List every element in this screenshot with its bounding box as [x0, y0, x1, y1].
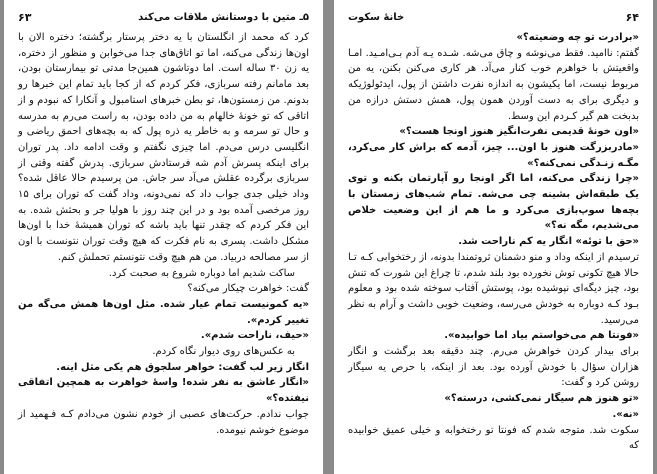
paragraph: «حق با توئه» انگار یه کم ناراحت شد.: [458, 236, 639, 248]
paragraph: سکوت شد. متوجه شدم که فونتا تو رختخوابه و خیلی عمیق خوابیده که: [348, 424, 639, 452]
paragraph: «انگار عاشق به نفر شده! واسهٔ خواهرت به همچین اتفاقی نیفتده؟»: [18, 377, 309, 405]
paragraph: «چرا زندگی می‌کنه، اما اگر اونجا رو آپارتمان بکنه و توی یک طبقه‌اش بشینه چی می‌شه. تمام شب‌های زمستان با بچه‌ها سوپ‌بازی می‌کرد و ما هم از این وضعیت خلاص می‌شدیم، مگه نه؟»: [348, 173, 639, 232]
paragraph: «تو هنوز هم سیگار نمی‌کشی، درسته؟»: [444, 393, 639, 405]
paragraph: به عکس‌های روی دیوار نگاه کردم.: [152, 346, 295, 358]
paragraph: «یه کمونیست تمام عیار شده. مثل اون‌ها همش می‌گه من تغییر کردم».: [18, 298, 309, 326]
paragraph: «فونتا هم می‌خواستم بیاد اما خوابیده».: [444, 330, 639, 342]
paragraph: گفتم: ناامید. فقط می‌نوشه و چاق می‌شه. شـده یـه آدم بـی‌امـید. امـا واقعیتش با خواهرم خوب کنار می‌آد. هر کاری می‌کنن بکنن، یه من مربوط نیست، اما یکیشون به اندازه نفرت داشتن از پول، ایدئولوژیکه و دیگری برای به دست آوردن همون پول، همش دستش درازه من بدبخت هم گیر کـردم این وسط.: [348, 47, 639, 122]
running-head: خانهٔ سکوت: [348, 11, 405, 23]
running-head: ۵ـ متین با دوستانش ملاقات می‌کند: [138, 11, 309, 23]
paragraph: «نه».: [612, 408, 639, 420]
left-page-header: [18, 8, 309, 26]
paragraph: «برادرت تو چه وضعیته؟»: [516, 32, 639, 43]
paragraph: گفت: خواهرت چیکار می‌کنه؟: [187, 283, 309, 295]
paragraph: «حیف، ناراحت شدم».: [200, 330, 309, 342]
paragraph: ساکت شدیم اما دوباره شروع به صحبت کرد.: [108, 267, 295, 279]
right-page: [334, 0, 653, 474]
paragraph: برای بیدار کردن خواهرش می‌رم. چند دقیقه بعد برگشت و انگار هزاران سؤال با خودش آورده بود. بعد از اینکه، با حرص یه سیگار روشن کرد و گفت:: [348, 346, 639, 389]
paragraph: ترسیدم از اینکه وداد و منو دشمنان ثروتمندا بدونه، از رختخوابی کـه تـا حالا هیچ تکونی توش نخورده بود بلند شدم، تا چراغ این شورت که تنش بود، چیز دیگه‌ای نپوشیده بود، پوستش آفتاب سوخته شده بود و معلوم بـود کـه دوباره به خودش می‌رسه، وضعیت خوبی داشت و آرام به نظر می‌رسید.: [348, 251, 639, 326]
paragraph: انگار زیر لب گفت: خواهر سلجوق هم یکی مثل اینه.: [56, 361, 309, 373]
paragraph: «اون خونهٔ قدیمی نفرت‌انگیز هنوز اونجا هست؟»: [399, 126, 639, 138]
left-page: [4, 0, 323, 474]
right-page-header: [348, 8, 639, 26]
page-number: ۶۳: [18, 10, 32, 24]
page-number: ۶۴: [625, 10, 639, 24]
right-page-body: [348, 30, 639, 470]
paragraph: «مادربزرگت هنوز با اون... چیز، آدمه که براش کار می‌کرد، مگـه زنـدگی نمی‌کنه؟»: [348, 141, 639, 169]
left-page-body: [18, 30, 309, 470]
paragraph: کرد که محمد از انگلستان با یه دختر پرستار برگشته؛ دختره الان با اون‌ها زندگی می‌کنه، اما تو اتاق‌های جدا می‌خوابن و منظور از دختره، یه زن ۳۰ ساله است. اما دوتاشون همین‌جا مدتی تو بیمارستان بودن، بعد مامانم رفته سربازی، فکر کردم که از کجا باید تمام این خبرها رو بدونم. من زمستون‌ها، تو بطن خبرهای استامبول و آنکارا که نبودم و از اتاقی که تو خونهٔ خالهام به من داده بودن، به راست می‌رم به مدرسه و حال تو سرمه و به خاطر یه ذره پول که به بچه‌های احمق ریاضی و انگلیسی درس می‌دم. اما چیزی نگفتم و وقت ادامه داد. پدر توران برای اینکه پسرش آدم شه فرستادش سربازی. پدرش گفته وقتی از سربازی برگرده عقلش می‌آد سر جاش. من پرسیدم حالا عاقل شده؟ وداد خیلی جدی جواب داد که نمی‌دونه، وداد گفت که توران برای ۱۵ روز مرخصی آمده بود و در این چند روز با هولیا جر و بحثش شده. به این فکر کردم که چقدر تنها باید باشه که توران همیشهٔ خدا با اون‌ها مشکل داشت. پسری به نام فکرت که هیچ وقت توران نتونست با اون از سر مصالحه دربیاد. من هم هیچ وقت نتونستم تحملش کنم.: [18, 32, 309, 263]
paragraph: جواب ندادم. حرکت‌های عصبی از خودم نشون می‌دادم کـه فـهمید از موضوع خوشم نیومده.: [18, 408, 309, 436]
